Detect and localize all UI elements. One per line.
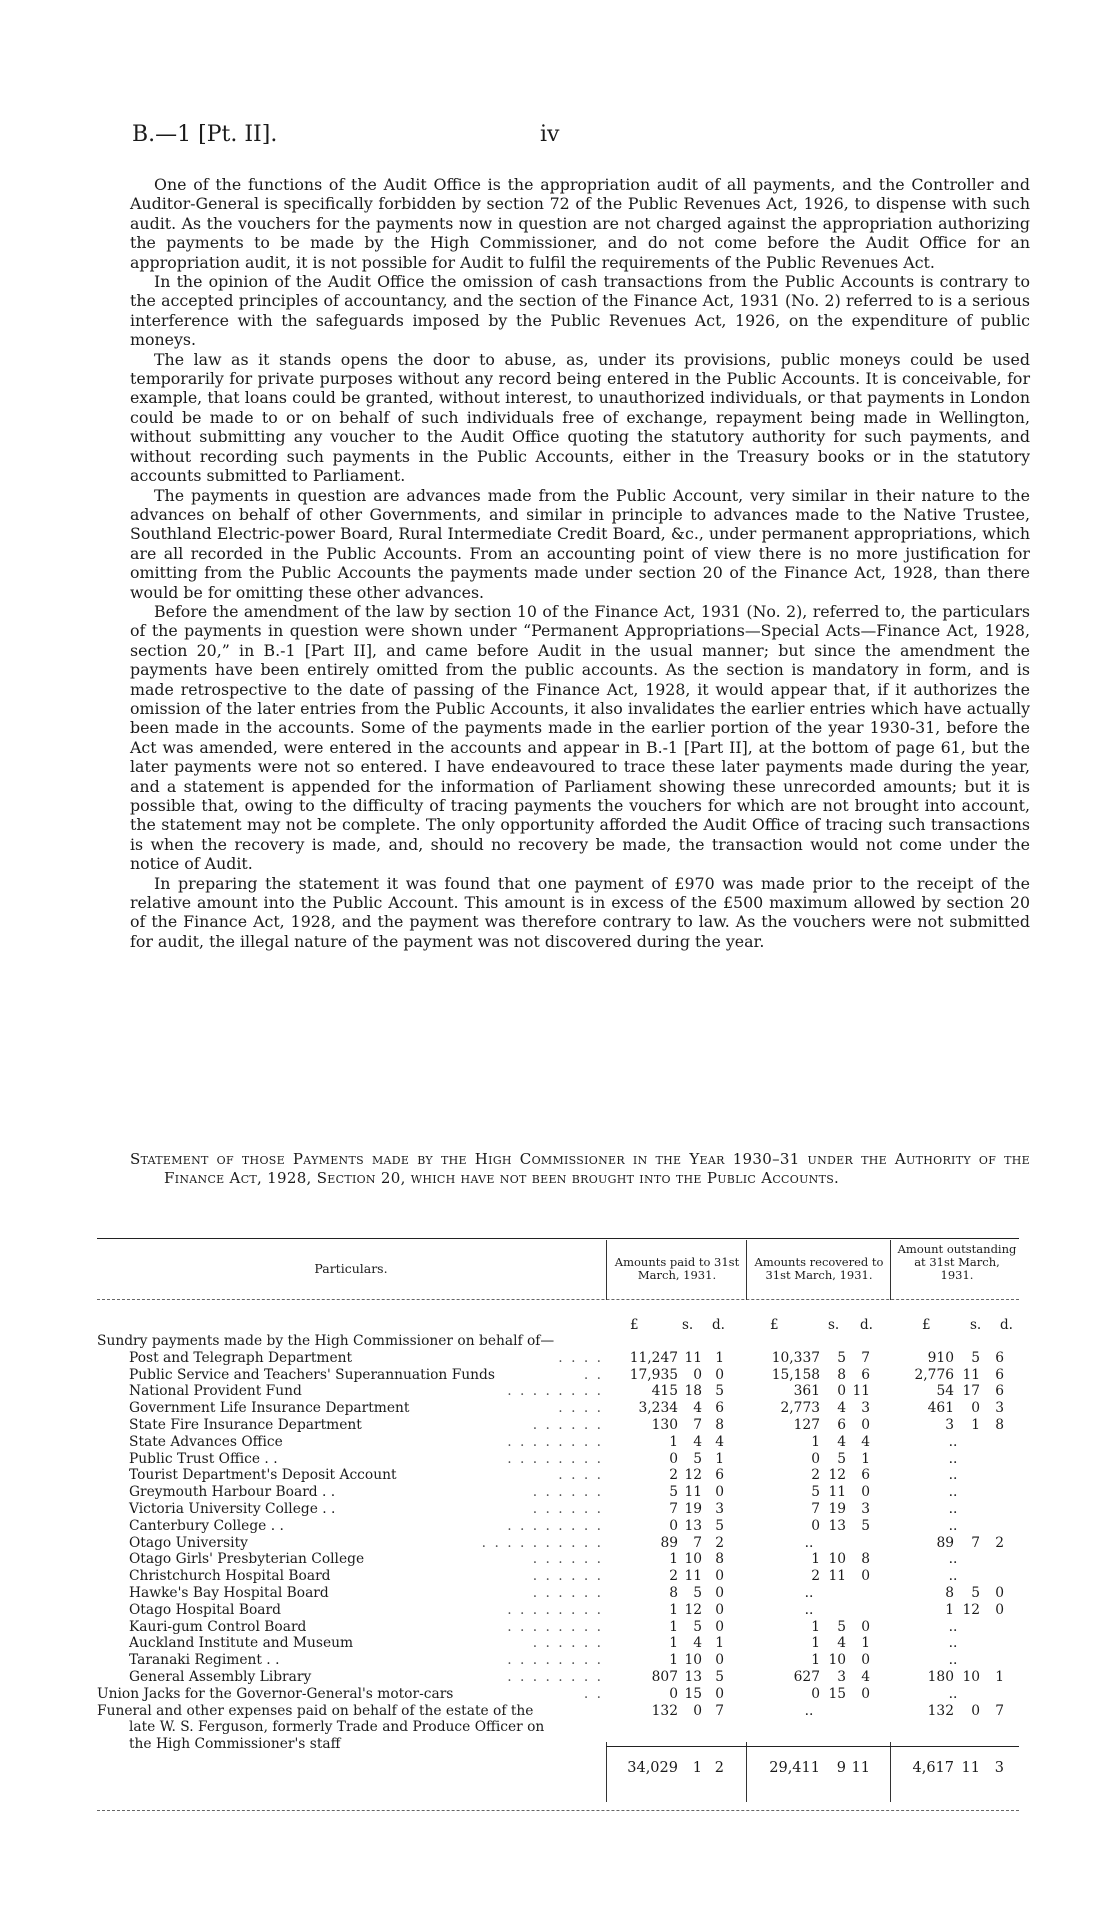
paragraph: In preparing the statement it was found that one payment of £970 was made prior to the receipt of the relative amount into the Public Account. This amount is in excess of the £500 maximum allowed by section 20 of the Finance Act, 1928, and the payment was therefore contrary to law. As the vouchers were not submitted for audit, the illegal nature of the payment was not discovered during the year. (130, 873, 1030, 951)
row-label: Public Service and Teachers' Superannuation Funds (129, 1366, 495, 1383)
page-number: iv (540, 122, 560, 147)
table-bottom-rule (97, 1810, 1019, 1811)
table-row: Otago University . . . . . . . . . . 89 7 2 .. 89 7 2 (129, 1534, 1004, 1551)
row-label: Greymouth Harbour Board . . (129, 1484, 336, 1501)
table-row: Public Service and Teachers' Superannuation Funds . . 17,935 0 0 15,158 8 6 2,776 11 6 (129, 1366, 1004, 1383)
table-row: National Provident Fund . . . . . . . . 415 18 5 361 0 11 54 17 6 (129, 1383, 1004, 1400)
table-row: Otago Hospital Board . . . . . . . . 1 12 0 .. 1 12 0 (129, 1601, 1004, 1618)
paragraph: The law as it stands opens the door to abuse, as, under its provisions, public moneys could be used temporarily for private purposes without any record being entered in the Public Accounts. It is conceivable, for example, that loans could be granted, without interest, to unauthorized individuals, or that payments in London could be made to or on behalf of such individuals free of exchange, repayment being made in Wellington, without submitting any voucher to the Audit Office quoting the statutory authority for such payments, and without recording such payments in the Public Accounts, either in the Treasury books or in the statutory accounts submitted to Parliament. (130, 349, 1030, 486)
table-row (97, 1719, 1019, 1736)
row-label: State Advances Office (129, 1433, 283, 1450)
column-divider (606, 1240, 607, 1300)
table-row: Otago Girls' Presbyterian College . . . . . . 1 10 8 1 10 8 .. (129, 1551, 958, 1568)
leader-dots: . . . . . . . . (507, 1383, 603, 1400)
leader-dots: . . . . . . (532, 1635, 603, 1652)
leader-dots: . . (583, 1685, 603, 1702)
table-header-rule (97, 1299, 1019, 1300)
table-row: Christchurch Hospital Board . . . . . . 2 11 0 2 11 0 .. (129, 1568, 958, 1585)
document-page: B.—1 [Pt. II]. iv One of the functions of the Audit Office is the appropriation audit of all payments, and the Controller and Auditor-General is specifically forbidden by section 72 of the Public Revenues Act, 1926, to dispense with such audit. As the vouchers for the payments now in question are not charged against the appropriation authorizing the payments to be made by the High Commissioner, and do not come before the Audit Office for an appropriation audit, it is not possible for Audit to fulfil the requirements of the Public Revenues Act. In the opinion of the Audit Office the omission of cash transactions from the Public Accounts is contrary to the accepted principles of accountancy, and the section of the Finance Act, 1931 (No. 2) referred to is a serious interference with the safeguards imposed by the Public Revenues Act, 1926, on the expenditure of public moneys. The law as it stands opens the door to abuse, as, under its provisions, public moneys could be used temporarily for private purposes without any record being entered in the Public Accounts. It is conceivable, for example, that loans could be granted, without interest, to unauthorized individuals, or that payments in London could be made to or on behalf of such individuals free of exchange, repayment being made in Wellington, without submitting any voucher to the Audit Office quoting the statutory authority for such payments, and without recording such payments in the Public Accounts, either in the Treasury books or in the statutory accounts submitted to Parliament. The payments in question are advances made from the Public Account, very similar in their nature to the advances on behalf of other Governments, and similar in principle to advances made to the Native Trustee, Southland Electric-power Board, Rural Intermediate Credit Board, &c., under permanent appropriations, which are all recorded in the Public Accounts. From an accounting point of view there is no more justification for omitting from the Public Accounts the payments made under section 20 of the Finance Act, 1928, than there would be for omitting these other advances. Before the amendment of the law by section 10 of the Finance Act, 1931 (No. 2), referred to, the particulars of the payments in question were shown under “Permanent Appropriations—Special Acts—Finance Act, 1928, section 20,” in B.-1 [Part II], and came before Audit in the usual manner; but since the amendment the payments have been entirely omitted from the public accounts. As the section is mandatory in form, and is made retrospective to the date of passing of the Finance Act, 1928, it would appear that, if it authorizes the omission of the later entries from the Public Accounts, it also invalidates the earlier entries which have actually been made in the accounts. Some of the payments made in the earlier portion of the year 1930-31, before the Act was amended, were entered in the accounts and appear in B.-1 [Part II], at the bottom of page 61, but the later payments were not so entered. I have endeavoured to trace these later payments made during the year, and a statement is appended for the information of Parliament showing these unrecorded amounts; but it is possible that, owing to the difficulty of tracing payments the vouchers for which are not brought into account, the statement may not be complete. The only opportunity afforded the Audit Office of tracing such transactions is when the recovery is made, and, should no recovery be made, the transaction would not come under the notice of Audit. In preparing the statement it was found that one payment of £970 was made prior to the receipt of the relative amount into the Public Account. This amount is in excess of the £500 maximum allowed by section 20 of the Finance Act, 1928, and the payment was therefore contrary to law. As the vouchers were not submitted for audit, the illegal nature of the payment was not discovered during the year. Statement of those Payments made by the High Commissioner in the Year 1930–31 under the Authority of the Finance Act, 1928, Section 20, which have not been brought into the Public Accounts. Particulars. Amounts paid to 31st March, 1931. Amounts recovered to 31st March, 1931. Amount outstanding at 31st March, 1931. £ s. d. £ s. d. £ s. d. Sundry payments made by the High Commissioner on behalf of— Post and Telegraph Department . . . . 11,247 11 1 10,337 5 7 910 5 6 Public Service and Teachers' Superannuation Funds . . 17,935 0 0 15,158 8 6 2,776 11 6 National Provident Fund . . . . . . . . 415 18 5 361 0 11 54 17 6 Government Life Insurance Department . . . . 3,234 4 6 2,773 4 3 461 0 3 State Fire Insurance Department . . . . . . 130 7 8 127 6 0 3 1 8 State Advances Office . . . . . . . . 1 4 4 1 4 4 .. Public Trust Office . . . . . . . . . . 0 5 1 0 5 1 .. Tourist Department's Deposit Account . . . . 2 12 6 2 12 6 .. Greymouth Harbour Board . . . . . . . . 5 11 0 5 11 0 .. Victoria University College . . . . . . . . 7 19 3 7 19 3 .. Canterbury College . . . . . . . . . . 0 13 5 0 13 5 .. Otago University . . . . . . . . . . 89 7 2 .. 89 7 2 Otago Girls' Presbyterian College . . . . . . 1 10 8 1 10 8 .. Christchurch Hospital Board . . . . . . 2 11 0 2 11 0 .. Hawke's Bay Hospital Board . . . . . . 8 5 0 .. 8 5 0 Otago Hospital Board . . . . . . . . 1 12 0 .. 1 12 0 Kauri-gum Control Board . . . . . . . . 1 5 0 1 5 0 .. Auckland Institute and Museum . . . . . . 1 4 1 1 4 1 .. Taranaki Regiment . . . . . . . . . . 1 10 0 1 10 0 .. General Assembly Library . . . . . . . . 807 13 5 627 3 4 180 10 1 Union Jacks for the Governor-General's motor-cars . . 0 15 0 0 15 0 .. Funeral and other expenses paid on behalf of the estate of the 132 0 7 .. 132 0 7 late W. S. Ferguson, formerly Trade and Produce Officer on the High Commissioner's staff 34,029 1 2 29,411 9 11 4,617 11 3 (0, 0, 1114, 1913)
table-row: Public Trust Office . . . . . . . . . . 0 5 1 0 5 1 .. (129, 1450, 958, 1467)
row-label: Victoria University College . . (129, 1501, 336, 1517)
table-row: General Assembly Library . . . . . . . . 807 13 5 627 3 4 180 10 1 (129, 1669, 1004, 1685)
table-row: Auckland Institute and Museum . . . . . . 1 4 1 1 4 1 .. (129, 1635, 958, 1652)
row-label: Sundry payments made by the High Commissioner on behalf of— (97, 1333, 555, 1349)
column-divider (746, 1240, 747, 1300)
leader-dots: . . . . . . (532, 1484, 603, 1501)
unit-pence: d. (712, 1317, 725, 1333)
table-row: Government Life Insurance Department . . . . 3,234 4 6 2,773 4 3 461 0 3 (129, 1400, 1004, 1417)
unit-pound: £ (630, 1317, 639, 1333)
unit-pound: £ (770, 1317, 779, 1333)
unit-pound: £ (922, 1317, 931, 1333)
table-row: Kauri-gum Control Board . . . . . . . . 1 5 0 1 5 0 .. (129, 1618, 958, 1635)
table-row: Funeral and other expenses paid on behalf of the estate of the 132 0 7 .. 132 0 7 (97, 1702, 1004, 1719)
table-row: Canterbury College . . . . . . . . . . 0 13 5 0 13 5 .. (129, 1517, 958, 1534)
table-row: Tourist Department's Deposit Account . . . . 2 12 6 2 12 6 .. (129, 1467, 958, 1484)
leader-dots: . . . . . . (532, 1417, 603, 1433)
leader-dots: . . . . . . (532, 1551, 603, 1568)
leader-dots: . . . . (558, 1400, 603, 1417)
row-label: Auckland Institute and Museum (129, 1635, 354, 1652)
leader-dots: . . . . . . (532, 1501, 603, 1517)
leader-dots: . . . . (558, 1349, 603, 1366)
leader-dots: . . . . . . . . (507, 1517, 603, 1534)
unit-pence: d. (860, 1317, 873, 1333)
row-label: Public Trust Office . . (129, 1450, 278, 1467)
leader-dots: . . . . . . . . (507, 1450, 603, 1467)
table-row: Taranaki Regiment . . . . . . . . . . 1 10 0 1 10 0 .. (129, 1652, 958, 1669)
table-top-rule (97, 1238, 1019, 1239)
unit-pence: d. (1000, 1317, 1013, 1333)
table-row: Union Jacks for the Governor-General's motor-cars . . 0 15 0 0 15 0 .. (97, 1685, 958, 1702)
row-label: National Provident Fund (129, 1383, 302, 1400)
row-label: Union Jacks for the Governor-General's motor-cars (97, 1685, 454, 1702)
row-label: General Assembly Library (129, 1669, 312, 1685)
table-row: Hawke's Bay Hospital Board . . . . . . 8 5 0 .. 8 5 0 (129, 1585, 1004, 1601)
column-header-particulars: Particulars. (314, 1261, 388, 1276)
row-label: Otago University (129, 1534, 248, 1551)
table-row (97, 1736, 1019, 1753)
document-reference: B.—1 [Pt. II]. (132, 122, 278, 147)
column-header-outstanding: Amount outstanding at 31st March, 1931. (897, 1242, 1017, 1282)
unit-shillings: s. (970, 1317, 982, 1333)
row-label: Otago Hospital Board (129, 1601, 281, 1618)
table-row: State Advances Office . . . . . . . . 1 4 4 1 4 4 .. (129, 1433, 958, 1450)
table-row (97, 1333, 1019, 1350)
unit-shillings: s. (682, 1317, 694, 1333)
row-label: Tourist Department's Deposit Account (129, 1467, 397, 1484)
row-label: Otago Girls' Presbyterian College (129, 1551, 365, 1568)
row-label: Hawke's Bay Hospital Board (129, 1585, 329, 1601)
row-label: Christchurch Hospital Board (129, 1568, 331, 1585)
table-row: State Fire Insurance Department . . . . . . 130 7 8 127 6 0 3 1 8 (129, 1417, 1004, 1433)
leader-dots: . . . . (558, 1467, 603, 1484)
leader-dots: . . . . . . (532, 1585, 603, 1601)
statement-title: Statement of those Payments made by the High Commissioner in the Year 1930–31 under the Authority of the Finance Act, 1928, Section 20, which have not been brought into the Public Accounts. (130, 1150, 1030, 1187)
leader-dots: . . . . . . . . (507, 1652, 603, 1669)
unit-shillings: s. (828, 1317, 840, 1333)
leader-dots: . . . . . . (532, 1568, 603, 1585)
paragraph: Before the amendment of the law by section 10 of the Finance Act, 1931 (No. 2), referred to, the particulars of the payments in question were shown under “Permanent Appropriations—Special Acts—Finance Act, 1928, section 20,” in B.-1 [Part II], and came before Audit in the usual manner; but since the amendment the payments have been entirely omitted from the public accounts. As the section is mandatory in form, and is made retrospective to the date of passing of the Finance Act, 1928, it would appear that, if it authorizes the omission of the later entries from the Public Accounts, it also invalidates the earlier entries which have actually been made in the accounts. Some of the payments made in the earlier portion of the year 1930-31, before the Act was amended, were entered in the accounts and appear in B.-1 [Part II], at the bottom of page 61, but the later payments were not so entered. I have endeavoured to trace these later payments made during the year, and a statement is appended for the information of Parliament showing these unrecorded amounts; but it is possible that, owing to the difficulty of tracing payments the vouchers for which are not brought into account, the statement may not be complete. The only opportunity afforded the Audit Office of tracing such transactions is when the recovery is made, and, should no recovery be made, the transaction would not come under the notice of Audit. (130, 601, 1030, 874)
row-label: Funeral and other expenses paid on behalf of the estate of the (97, 1702, 534, 1719)
paragraph: One of the functions of the Audit Office is the appropriation audit of all payments, and the Controller and Auditor-General is specifically forbidden by section 72 of the Public Revenues Act, 1926, to dispense with such audit. As the vouchers for the payments now in question are not charged against the appropriation authorizing the payments to be made by the High Commissioner, and do not come before the Audit Office for an appropriation audit, it is not possible for Audit to fulfil the requirements of the Public Revenues Act. (130, 175, 1030, 272)
row-label: Taranaki Regiment . . (129, 1652, 280, 1669)
row-label: Canterbury College . . (129, 1517, 284, 1534)
table-row: Greymouth Harbour Board . . . . . . . . 5 11 0 5 11 0 .. (129, 1484, 958, 1501)
row-label: late W. S. Ferguson, formerly Trade and Produce Officer on (129, 1719, 545, 1736)
table-row: Post and Telegraph Department . . . . 11,247 11 1 10,337 5 7 910 5 6 (129, 1349, 1004, 1366)
column-divider (890, 1240, 891, 1300)
row-label: State Fire Insurance Department (129, 1417, 362, 1433)
body-text (130, 175, 1030, 951)
table-row: Victoria University College . . . . . . . . 7 19 3 7 19 3 .. (129, 1501, 958, 1517)
leader-dots: . . . . . . . . . . (481, 1534, 603, 1551)
column-header-recovered: Amounts recovered to 31st March, 1931. (754, 1255, 884, 1282)
leader-dots: . . . . . . . . (507, 1618, 603, 1635)
leader-dots: . . . . . . . . (507, 1433, 603, 1450)
leader-dots: . . . . . . . . (507, 1669, 603, 1685)
row-label: the High Commissioner's staff (129, 1736, 341, 1753)
row-label: Government Life Insurance Department (129, 1400, 410, 1417)
paragraph: In the opinion of the Audit Office the omission of cash transactions from the Public Accounts is contrary to the accepted principles of accountancy, and the section of the Finance Act, 1931 (No. 2) referred to is a serious interference with the safeguards imposed by the Public Revenues Act, 1926, on the expenditure of public moneys. (130, 272, 1030, 350)
column-header-paid: Amounts paid to 31st March, 1931. (614, 1255, 740, 1282)
row-label: Post and Telegraph Department (129, 1349, 353, 1366)
page-header (132, 122, 1032, 156)
leader-dots: . . . . . . . . (507, 1601, 603, 1618)
row-label: Kauri-gum Control Board (129, 1618, 307, 1635)
paragraph: The payments in question are advances made from the Public Account, very similar in their nature to the advances on behalf of other Governments, and similar in principle to advances made to the Native Trustee, Southland Electric-power Board, Rural Intermediate Credit Board, &c., under permanent appropriations, which are all recorded in the Public Accounts. From an accounting point of view there is no more justification for omitting from the Public Accounts the payments made under section 20 of the Finance Act, 1928, than there would be for omitting these other advances. (130, 485, 1030, 602)
leader-dots: . . (583, 1366, 603, 1383)
